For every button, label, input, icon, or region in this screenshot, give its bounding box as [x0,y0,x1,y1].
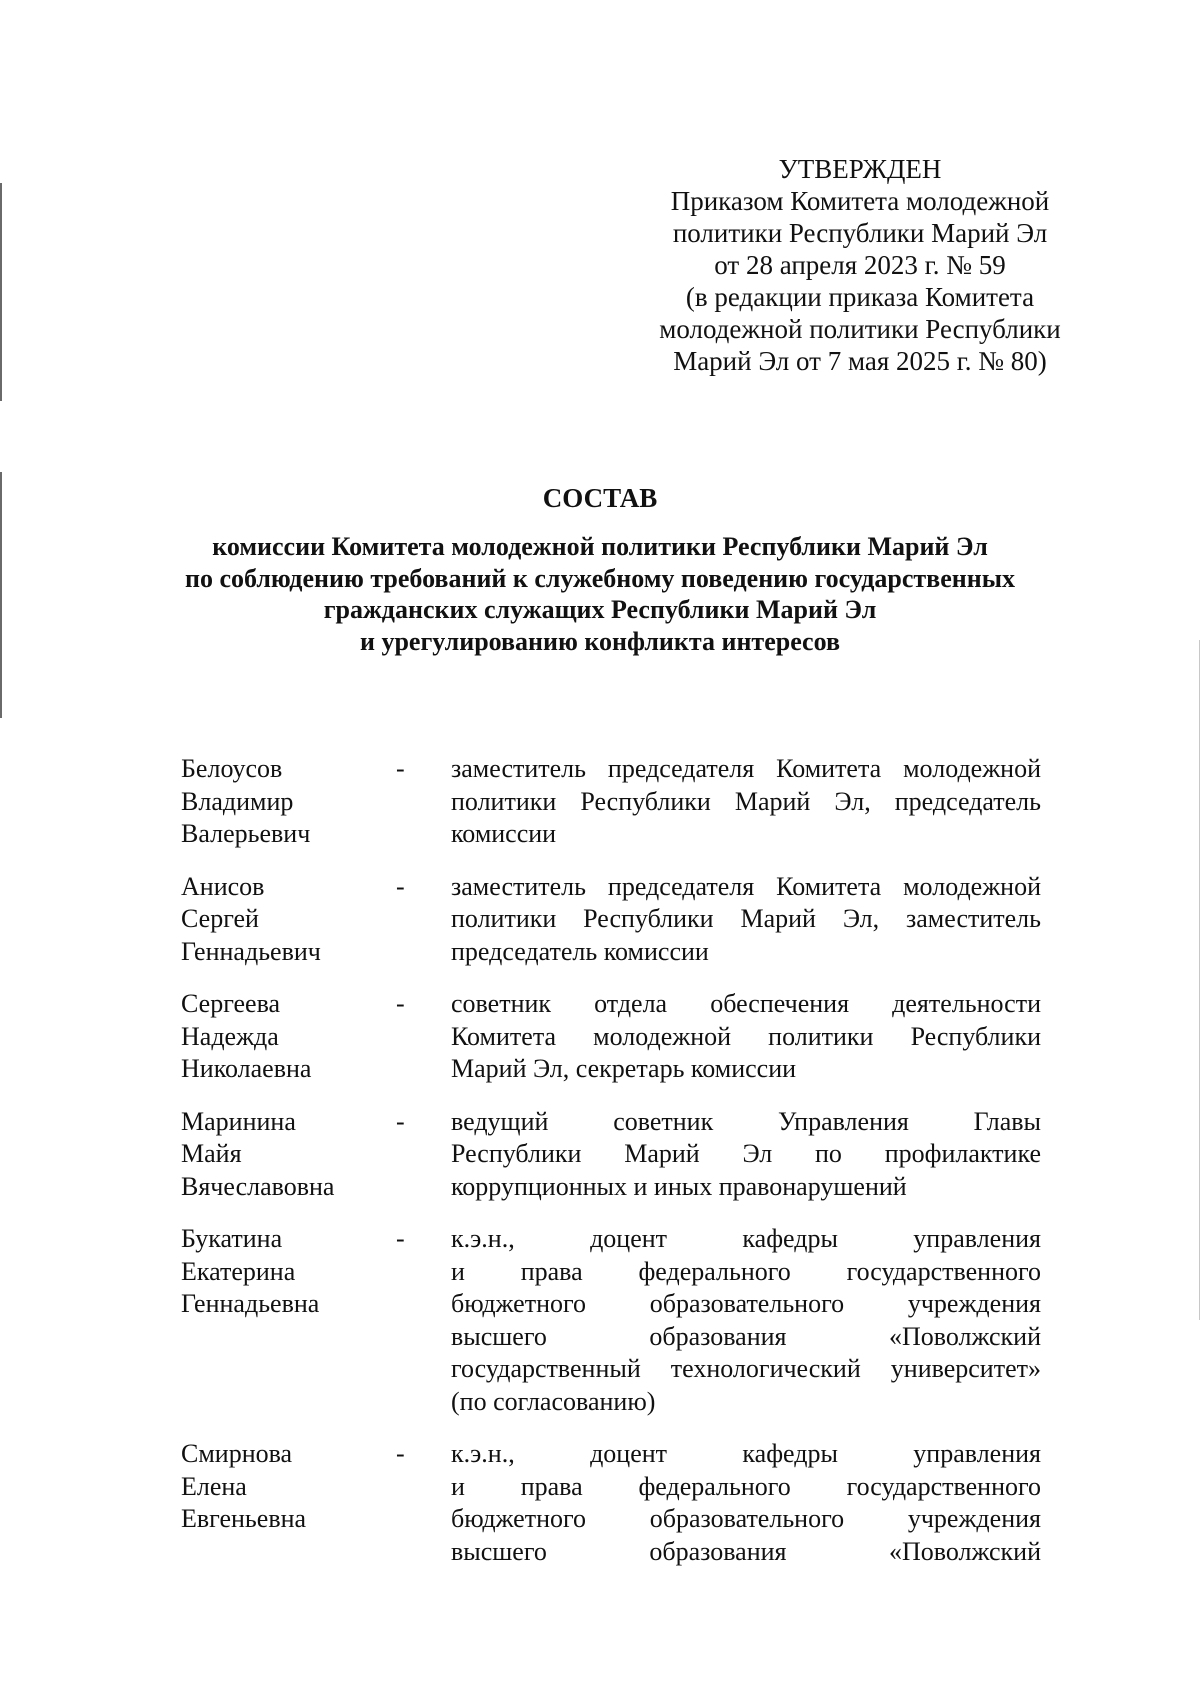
member-position [451,1223,1041,1418]
member-entry [181,1223,1041,1418]
member-position [451,1438,1041,1568]
position-line: комиссии [451,819,557,848]
member-first-name: Надежда [181,1021,279,1051]
position-line: политики Республики Марий Эл, председатель [451,786,1041,816]
approval-line: политики Республики Марий Эл [672,218,1048,248]
approval-line: от 28 апреля 2023 г. № 59 [714,250,1006,280]
member-dash: - [396,1106,405,1136]
member-dash: - [396,1439,405,1468]
member-name [181,871,391,969]
approval-line: (в редакции приказа Комитета [685,282,1035,312]
position-line: заместитель председателя Комитета молодежной [451,871,1041,901]
member-name [181,1438,391,1568]
position-line: Марий Эл, секретарь комиссии [451,1054,797,1083]
member-name [181,753,391,851]
position-line: и права федерального государственного [451,1256,1041,1286]
member-surname: Маринина [181,1106,296,1136]
member-entry [181,988,1041,1086]
position-line: государственный технологический университет» [451,1354,1041,1383]
member-surname: Анисов [181,871,265,901]
member-name [181,988,391,1086]
scan-edge-mark-top [0,183,2,401]
member-name [181,1106,391,1204]
subtitle-line: комиссии Комитета молодежной политики Республики Марий Эл [212,532,988,561]
member-surname: Белоусов [181,754,283,783]
commission-member-list [181,753,1041,1588]
member-first-name: Екатерина [181,1256,296,1286]
member-patronymic: Валерьевич [181,819,311,848]
position-line: (по согласованию) [451,1386,656,1416]
document-subtitle [60,531,1140,657]
approval-line: молодежной политики Республики [659,314,1061,344]
position-line: высшего образования «Поволжский [451,1321,1041,1351]
member-patronymic: Евгеньевна [181,1504,307,1533]
member-surname: Смирнова [181,1439,293,1468]
member-first-name: Елена [181,1471,247,1501]
position-line: коррупционных и иных правонарушений [451,1171,907,1201]
approval-line: Марий Эл от 7 мая 2025 г. № 80) [673,346,1047,376]
subtitle-line: гражданских служащих Республики Марий Эл [323,595,877,624]
member-patronymic: Вячеславовна [181,1171,335,1201]
document-title: СОСТАВ [542,483,658,513]
member-patronymic: Николаевна [181,1054,312,1083]
position-line: высшего образования «Поволжский [451,1536,1041,1566]
position-line: бюджетного образовательного учреждения [451,1289,1041,1318]
approval-line: Приказом Комитета молодежной [670,186,1050,216]
position-line: Республики Марий Эл по профилактике [451,1139,1041,1168]
member-first-name: Владимир [181,786,294,816]
member-entry [181,1438,1041,1568]
member-surname: Сергеева [181,989,281,1018]
position-line: заместитель председателя Комитета молодежной [451,754,1041,783]
subtitle-line: по соблюдению требований к служебному поведению государственных [184,563,1016,593]
member-dash: - [396,1224,405,1253]
member-entry [181,871,1041,969]
member-position [451,988,1041,1086]
member-first-name: Сергей [181,904,259,933]
member-dash: - [396,871,405,901]
member-position [451,1106,1041,1204]
position-line: ведущий советник Управления Главы [451,1106,1041,1136]
position-line: к.э.н., доцент кафедры управления [451,1439,1041,1468]
member-patronymic: Геннадьевич [181,936,321,966]
subtitle-line: и урегулированию конфликта интересов [359,626,840,656]
member-dash: - [396,754,405,783]
member-surname: Букатина [181,1224,283,1253]
position-line: Комитета молодежной политики Республики [451,1021,1041,1051]
member-position [451,753,1041,851]
member-position [451,871,1041,969]
position-line: к.э.н., доцент кафедры управления [451,1224,1041,1253]
member-entry [181,1106,1041,1204]
position-line: и права федерального государственного [451,1471,1041,1501]
member-dash: - [396,989,405,1018]
member-first-name: Майя [181,1139,242,1168]
position-line: бюджетного образовательного учреждения [451,1504,1041,1533]
member-name [181,1223,391,1418]
position-line: политики Республики Марий Эл, заместитель [451,904,1041,933]
member-patronymic: Геннадьевна [181,1289,320,1318]
approval-stamp-block [640,153,1080,377]
approval-heading: УТВЕРЖДЕН [778,154,942,184]
position-line: советник отдела обеспечения деятельности [451,989,1041,1018]
position-line: председатель комиссии [451,936,709,966]
member-entry [181,753,1041,851]
